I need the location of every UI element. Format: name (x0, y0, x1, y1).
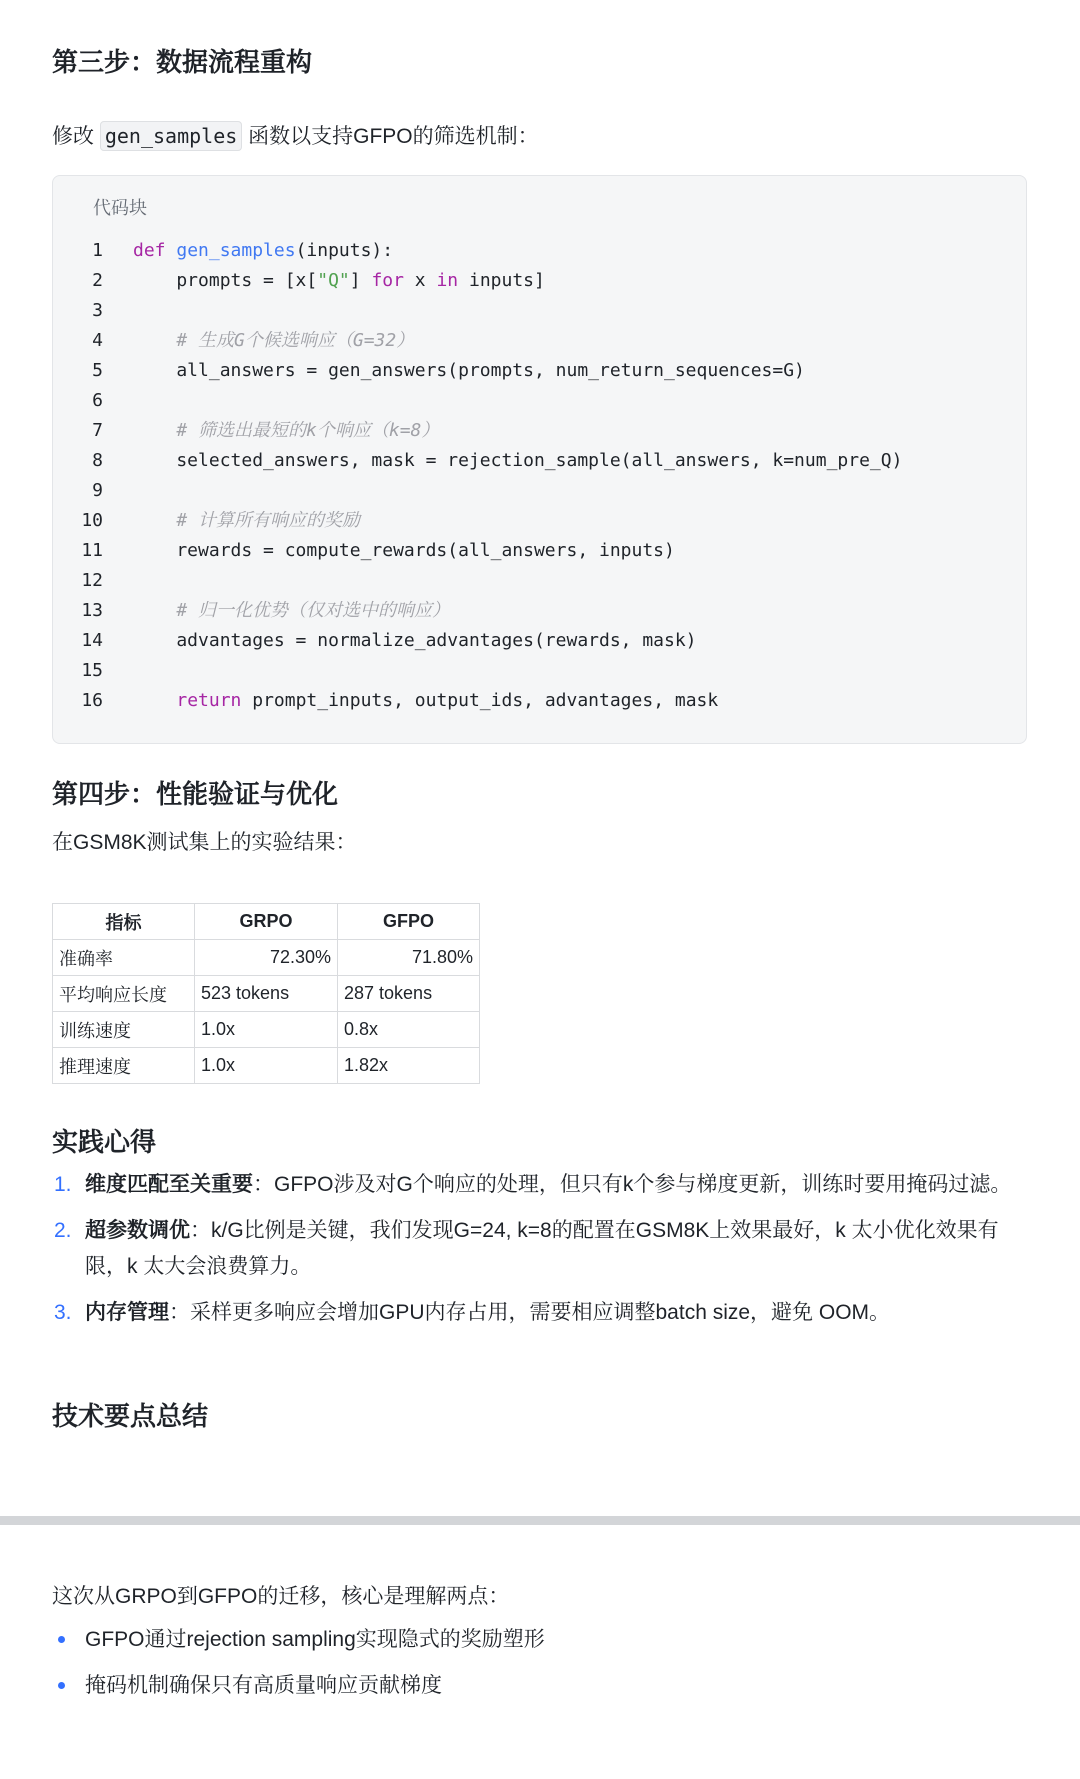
code-text: # 筛选出最短的k个响应（k=8） (176, 420, 440, 441)
list-item-text: GFPO通过rejection sampling实现隐式的奖励塑形 (85, 1628, 545, 1651)
list-item (52, 1213, 1028, 1285)
code-text: selected_answers, mask = rejection_sample(all_answers, k=num_pre_Q) (133, 450, 903, 471)
line-number: 12 (81, 570, 103, 591)
list-item-text: ：采样更多响应会增加GPU内存占用，需要相应调整batch size，避免 OOM。 (169, 1301, 891, 1324)
code-line (53, 386, 1026, 416)
list-item-text: ：GFPO涉及对G个响应的处理，但只有k个参与梯度更新，训练时要用掩码过滤。 (253, 1173, 1012, 1196)
header-gfpo: GFPO (338, 904, 480, 940)
table-cell: 平均响应长度 (53, 976, 195, 1012)
line-number: 2 (92, 270, 103, 291)
code-line (53, 446, 1026, 476)
practice-list (52, 1167, 1028, 1341)
inline-code-gen-samples: gen_samples (100, 121, 242, 151)
code-line (53, 656, 1026, 686)
code-line (53, 506, 1026, 536)
code-text: # 生成G个候选响应（G=32） (176, 330, 415, 351)
list-index: 1. (54, 1173, 72, 1196)
header-metric: 指标 (53, 904, 195, 940)
table-cell: 1.0x (195, 1012, 338, 1048)
code-block (52, 175, 1027, 744)
code-line (53, 476, 1026, 506)
code-text: all_answers = gen_answers(prompts, num_return_sequences=G) (133, 360, 805, 381)
list-item-title: 维度匹配至关重要 (85, 1173, 253, 1196)
code-line (53, 296, 1026, 326)
code-text: # 归一化优势（仅对选中的响应） (176, 600, 451, 621)
line-number: 1 (92, 240, 103, 261)
line-number: 5 (92, 360, 103, 381)
table-row (53, 1012, 480, 1048)
line-number: 14 (81, 630, 103, 651)
table-row (53, 1048, 480, 1084)
code-line (53, 236, 1026, 266)
table-cell: 71.80% (338, 940, 480, 976)
code-line (53, 626, 1026, 656)
code-line (53, 596, 1026, 626)
code-text: rewards = compute_rewards(all_answers, inputs) (133, 540, 675, 561)
table-cell: 523 tokens (195, 976, 338, 1012)
code-line (53, 566, 1026, 596)
line-number: 13 (81, 600, 103, 621)
line-number: 10 (81, 510, 103, 531)
list-item (52, 1622, 545, 1668)
table-cell: 72.30% (195, 940, 338, 976)
line-number: 9 (92, 480, 103, 501)
line-number: 16 (81, 690, 103, 711)
code-text: # 计算所有响应的奖励 (176, 510, 361, 531)
table-row (53, 940, 480, 976)
list-item-title: 内存管理 (85, 1301, 169, 1324)
step3-heading: 第三步：数据流程重构 (52, 47, 313, 77)
table-cell: 287 tokens (338, 976, 480, 1012)
table-cell: 1.82x (338, 1048, 480, 1084)
table-cell: 0.8x (338, 1012, 480, 1048)
step4-heading: 第四步：性能验证与优化 (52, 779, 339, 809)
list-item-text: ：k/G比例是关键，我们发现G=24, k=8的配置在GSM8K上效果最好，k 太小优化效果有限，k 太大会浪费算力。 (85, 1219, 999, 1278)
table-header-row (53, 904, 480, 940)
line-number: 6 (92, 390, 103, 411)
list-item-text: 掩码机制确保只有高质量响应贡献梯度 (85, 1674, 442, 1697)
list-index: 2. (54, 1219, 72, 1242)
summary-intro: 这次从GRPO到GFPO的迁移，核心是理解两点： (52, 1585, 510, 1608)
code-line (53, 326, 1026, 356)
code-line (53, 536, 1026, 566)
code-block-title: 代码块 (93, 198, 147, 218)
line-number: 8 (92, 450, 103, 471)
table-cell: 1.0x (195, 1048, 338, 1084)
line-number: 11 (81, 540, 103, 561)
bullet-icon (58, 1682, 65, 1689)
code-text: def gen_samples(inputs): (133, 240, 394, 261)
list-item (52, 1668, 545, 1714)
header-grpo: GRPO (195, 904, 338, 940)
table-cell: 准确率 (53, 940, 195, 976)
line-number: 3 (92, 300, 103, 321)
table-cell: 推理速度 (53, 1048, 195, 1084)
code-line (53, 416, 1026, 446)
results-table (52, 903, 480, 1084)
list-item (52, 1295, 1028, 1331)
summary-list (52, 1622, 545, 1714)
list-index: 3. (54, 1301, 72, 1324)
step4-intro: 在GSM8K测试集上的实验结果： (52, 831, 357, 854)
table-cell: 训练速度 (53, 1012, 195, 1048)
code-text: advantages = normalize_advantages(rewards, mask) (133, 630, 697, 651)
list-item-title: 超参数调优 (85, 1219, 190, 1242)
code-line (53, 356, 1026, 386)
bullet-icon (58, 1636, 65, 1643)
line-number: 7 (92, 420, 103, 441)
section-divider (0, 1516, 1080, 1525)
code-text: prompts = [x["Q"] for x in inputs] (133, 270, 545, 291)
code-line (53, 686, 1026, 716)
code-text: return prompt_inputs, output_ids, advantages, mask (176, 690, 719, 711)
list-item (52, 1167, 1028, 1203)
line-number: 4 (92, 330, 103, 351)
summary-heading: 技术要点总结 (52, 1401, 209, 1431)
line-number: 15 (81, 660, 103, 681)
step3-intro: 修改 gen_samples 函数以支持GFPO的筛选机制： (52, 120, 539, 150)
practice-heading: 实践心得 (52, 1127, 157, 1157)
table-row (53, 976, 480, 1012)
code-line (53, 266, 1026, 296)
